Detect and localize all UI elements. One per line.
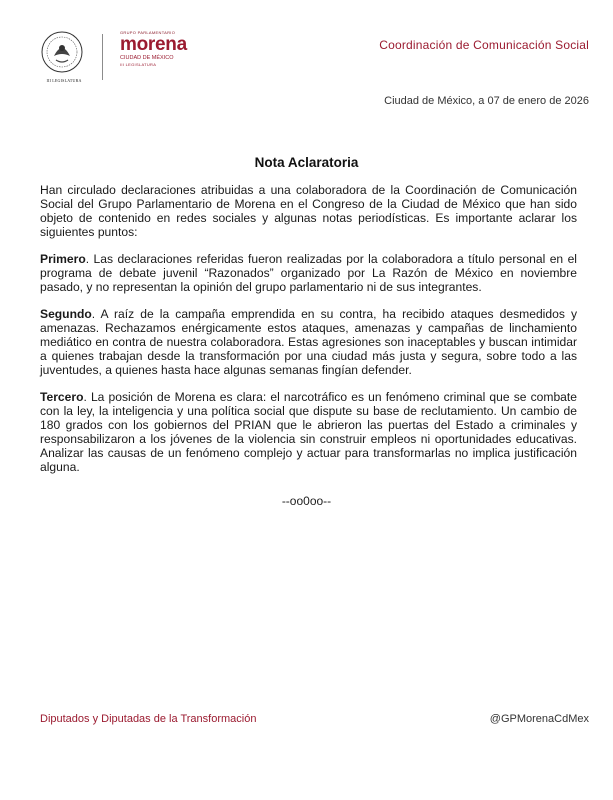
congress-seal-icon [40,30,84,78]
footer-slogan: Diputados y Diputadas de la Transformación [40,713,257,725]
morena-logo [120,30,210,67]
point-paragraph [40,252,577,294]
logo-name: morena [120,34,187,55]
logo-subtitle: CIUDAD DE MÉXICO [120,55,174,61]
point-label: Segundo [40,307,92,321]
logo-top-text: GRUPO PARLAMENTARIO [120,30,176,35]
point-paragraph [40,307,577,377]
seal-caption: III LEGISLATURA [46,78,82,83]
logo-legislature: III LEGISLATURA [120,62,157,67]
point-label: Primero [40,252,86,266]
footer-handle: @GPMorenaCdMex [489,713,589,725]
letterhead [40,30,589,82]
closing-mark: --oo0oo-- [281,494,332,508]
document-date: Ciudad de México, a 07 de enero de 2026 [384,95,589,107]
point-paragraph [40,390,577,474]
point-text: . Las declaraciones referidas fueron realizadas por la colaboradora a título personal en el programa de debate juvenil “Razonados” organizado por La Razón de México en noviembre pasado, y no representan la opinión del grupo parlamentario ni de sus integrantes. [40,252,577,294]
document-body [40,183,577,487]
point-text: . A raíz de la campaña emprendida en su contra, ha recibido ataques desmedidos y amenazas. Rechazamos enérgicamente estos ataques, amenazas y campañas de linchamiento mediático en contra de nuestra colaboradora. Estas agresiones son inaceptables y buscan intimidar a quienes trabajan desde la transformación por una ciudad más justa y segura, sobre todo a las juventudes, a quienes hasta hace algunas semanas fingían defender. [40,307,577,377]
document-title: Nota Aclaratoria [254,155,359,170]
header-divider [102,34,103,80]
point-text: . La posición de Morena es clara: el narcotráfico es un fenómeno criminal que se combate con la ley, la inteligencia y una política social que dispute su base de reclutamiento. Un cambio de 180 grados con los gobiernos del PRIAN que le abrieron las puertas del Estado a criminales y responsabilizaron a los jóvenes de la violencia sin construir empleos ni oportunidades educativas. Analizar las causas de un fenómeno complejo y actuar para transformarlas no implica justificación alguna. [40,390,577,474]
point-label: Tercero [40,390,84,404]
intro-paragraph: Han circulado declaraciones atribuidas a una colaboradora de la Coordinación de Comunicación Social del Grupo Parlamentario de Morena en el Congreso de la Ciudad de México que han sido objeto de contenido en redes sociales y algunas notas periodísticas. Es importante aclarar los siguientes puntos: [40,183,577,239]
department-name: Coordinación de Comunicación Social [379,38,589,52]
